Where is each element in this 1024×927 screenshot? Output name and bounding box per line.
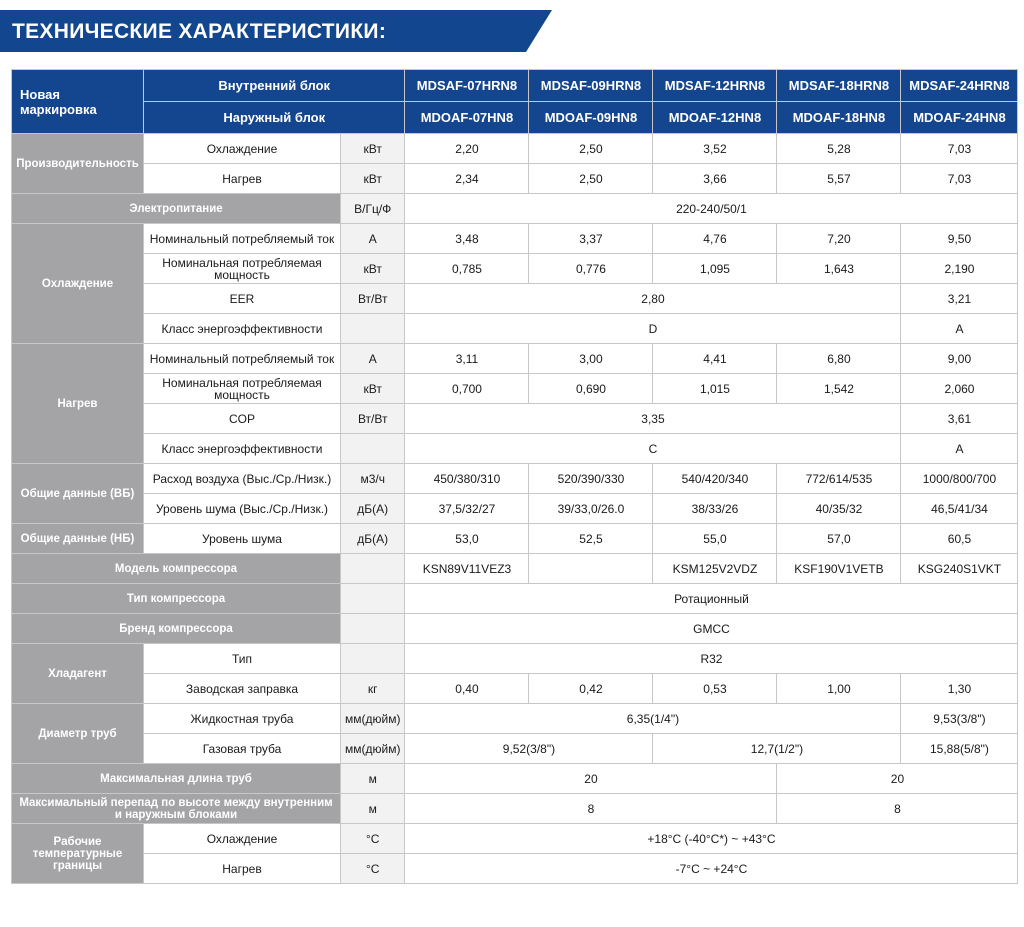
value-cell: 7,20 [777,224,901,254]
category-compressor-type: Тип компрессора [12,584,341,614]
value-cell: 9,53(3/8") [901,704,1018,734]
unit-cell: мм(дюйм) [341,734,405,764]
outdoor-model: MDOAF-18HN8 [777,102,901,134]
param-label: Класс энергоэффективности [144,434,341,464]
value-cell: 0,53 [653,674,777,704]
unit-cell: °С [341,824,405,854]
spec-table [11,69,1018,884]
value-cell: 52,5 [529,524,653,554]
table-row [12,764,1018,794]
category-temperature-limits: Рабочие температурные границы [12,824,144,884]
param-label: Газовая труба [144,734,341,764]
unit-cell: В/Гц/Ф [341,194,405,224]
unit-cell: дБ(А) [341,494,405,524]
value-cell: Ротационный [405,584,1018,614]
unit-cell: кВт [341,164,405,194]
unit-cell [341,434,405,464]
unit-cell: °С [341,854,405,884]
value-cell: 6,80 [777,344,901,374]
table-row [12,134,1018,164]
param-label: Тип [144,644,341,674]
unit-cell [341,554,405,584]
value-cell: KSM125V2VDZ [653,554,777,584]
table-row [12,404,1018,434]
param-label: Номинальный потребляемый ток [144,344,341,374]
param-label: Охлаждение [144,824,341,854]
value-cell: 2,50 [529,164,653,194]
header-row-outdoor [12,102,1018,134]
param-label: COP [144,404,341,434]
value-cell: 7,03 [901,164,1018,194]
value-cell: 2,80 [405,284,901,314]
param-label: Номинальная потребляемая мощность [144,374,341,404]
indoor-model: MDSAF-07HRN8 [405,70,529,102]
table-row [12,794,1018,824]
value-cell: 1,095 [653,254,777,284]
value-cell: 20 [777,764,1018,794]
unit-cell: мм(дюйм) [341,704,405,734]
header-row-indoor [12,70,1018,102]
value-cell: A [901,314,1018,344]
unit-cell: А [341,224,405,254]
param-label: Класс энергоэффективности [144,314,341,344]
param-label: Нагрев [144,854,341,884]
value-cell: 12,7(1/2") [653,734,901,764]
value-cell: 3,48 [405,224,529,254]
table-row [12,824,1018,854]
value-cell: 7,03 [901,134,1018,164]
value-cell: 1,00 [777,674,901,704]
category-general-indoor: Общие данные (ВБ) [12,464,144,524]
category-power-supply: Электропитание [12,194,341,224]
value-cell: 3,66 [653,164,777,194]
value-cell: C [405,434,901,464]
outdoor-model: MDOAF-12HN8 [653,102,777,134]
outdoor-model: MDOAF-24HN8 [901,102,1018,134]
value-cell: 9,00 [901,344,1018,374]
category-cooling: Охлаждение [12,224,144,344]
value-cell: 55,0 [653,524,777,554]
value-cell: 772/614/535 [777,464,901,494]
value-cell: 2,060 [901,374,1018,404]
category-max-pipe-length: Максимальная длина труб [12,764,341,794]
value-cell: 0,700 [405,374,529,404]
category-capacity: Производительность [12,134,144,194]
indoor-model: MDSAF-24HRN8 [901,70,1018,102]
value-cell: 8 [405,794,777,824]
unit-cell: кВт [341,374,405,404]
table-row [12,584,1018,614]
param-label: Расход воздуха (Выс./Ср./Низк.) [144,464,341,494]
value-cell: 5,57 [777,164,901,194]
value-cell: 6,35(1/4") [405,704,901,734]
value-cell: 20 [405,764,777,794]
value-cell: 2,50 [529,134,653,164]
value-cell: 57,0 [777,524,901,554]
value-cell: 5,28 [777,134,901,164]
unit-cell: кг [341,674,405,704]
value-cell: 38/33/26 [653,494,777,524]
category-heating: Нагрев [12,344,144,464]
unit-cell [341,314,405,344]
unit-cell: Вт/Вт [341,404,405,434]
outdoor-unit-label: Наружный блок [144,102,405,134]
value-cell: 9,50 [901,224,1018,254]
outdoor-model: MDOAF-09HN8 [529,102,653,134]
table-row [12,164,1018,194]
outdoor-model: MDOAF-07HN8 [405,102,529,134]
unit-cell: Вт/Вт [341,284,405,314]
value-cell: D [405,314,901,344]
value-cell: 9,52(3/8") [405,734,653,764]
table-row [12,224,1018,254]
unit-cell: дБ(А) [341,524,405,554]
table-row [12,194,1018,224]
category-compressor-model: Модель компрессора [12,554,341,584]
unit-cell: А [341,344,405,374]
value-cell: KSF190V1VETB [777,554,901,584]
unit-cell: м3/ч [341,464,405,494]
value-cell: 0,690 [529,374,653,404]
param-label: Охлаждение [144,134,341,164]
value-cell: 1,30 [901,674,1018,704]
param-label: Номинальная потребляемая мощность [144,254,341,284]
table-row [12,254,1018,284]
value-cell: 2,34 [405,164,529,194]
param-label: Уровень шума [144,524,341,554]
category-general-outdoor: Общие данные (НБ) [12,524,144,554]
value-cell: -7°С ~ +24°С [405,854,1018,884]
value-cell: 0,42 [529,674,653,704]
value-cell: 1,542 [777,374,901,404]
table-row [12,674,1018,704]
table-row [12,704,1018,734]
unit-cell [341,644,405,674]
table-row [12,644,1018,674]
value-cell: GMCC [405,614,1018,644]
table-row [12,344,1018,374]
table-row [12,854,1018,884]
value-cell: 4,41 [653,344,777,374]
indoor-model: MDSAF-12HRN8 [653,70,777,102]
value-cell: 450/380/310 [405,464,529,494]
unit-cell: м [341,794,405,824]
param-label: EER [144,284,341,314]
category-compressor-brand: Бренд компрессора [12,614,341,644]
value-cell: 39/33,0/26.0 [529,494,653,524]
value-cell: 3,21 [901,284,1018,314]
table-row [12,614,1018,644]
value-cell: 3,35 [405,404,901,434]
value-cell: 2,20 [405,134,529,164]
value-cell: 1,015 [653,374,777,404]
value-cell: 2,190 [901,254,1018,284]
value-cell: 4,76 [653,224,777,254]
table-row [12,434,1018,464]
indoor-model: MDSAF-09HRN8 [529,70,653,102]
value-cell: 3,52 [653,134,777,164]
page-title: ТЕХНИЧЕСКИЕ ХАРАКТЕРИСТИКИ: [12,20,387,43]
value-cell: 540/420/340 [653,464,777,494]
value-cell: 3,11 [405,344,529,374]
unit-cell: м [341,764,405,794]
param-label: Заводская заправка [144,674,341,704]
value-cell: 0,785 [405,254,529,284]
value-cell: 8 [777,794,1018,824]
category-max-height-difference: Максимальный перепад по высоте между внутренним и наружным блоками [12,794,341,824]
value-cell: 3,37 [529,224,653,254]
indoor-unit-label: Внутренний блок [144,70,405,102]
value-cell [529,554,653,584]
value-cell: 3,00 [529,344,653,374]
param-label: Уровень шума (Выс./Ср./Низк.) [144,494,341,524]
value-cell: 46,5/41/34 [901,494,1018,524]
param-label: Номинальный потребляемый ток [144,224,341,254]
value-cell: 60,5 [901,524,1018,554]
table-row [12,284,1018,314]
value-cell: R32 [405,644,1018,674]
param-label: Жидкостная труба [144,704,341,734]
unit-cell: кВт [341,134,405,164]
table-row [12,314,1018,344]
table-row [12,374,1018,404]
table-row [12,734,1018,764]
table-row [12,464,1018,494]
indoor-model: MDSAF-18HRN8 [777,70,901,102]
category-refrigerant: Хладагент [12,644,144,704]
value-cell: 37,5/32/27 [405,494,529,524]
value-cell: KSG240S1VKT [901,554,1018,584]
value-cell: 3,61 [901,404,1018,434]
param-label: Нагрев [144,164,341,194]
value-cell: 1,643 [777,254,901,284]
value-cell: 53,0 [405,524,529,554]
value-cell: 520/390/330 [529,464,653,494]
value-cell: A [901,434,1018,464]
unit-cell [341,614,405,644]
unit-cell [341,584,405,614]
table-row [12,524,1018,554]
value-cell: 40/35/32 [777,494,901,524]
value-cell: 15,88(5/8") [901,734,1018,764]
value-cell: KSN89V11VEZ3 [405,554,529,584]
value-cell: +18°С (-40°С*) ~ +43°С [405,824,1018,854]
table-row [12,554,1018,584]
category-pipe-diameter: Диаметр труб [12,704,144,764]
new-marking-label: Новая маркировка [12,70,144,134]
value-cell: 220-240/50/1 [405,194,1018,224]
unit-cell: кВт [341,254,405,284]
value-cell: 0,776 [529,254,653,284]
value-cell: 1000/800/700 [901,464,1018,494]
value-cell: 0,40 [405,674,529,704]
table-row [12,494,1018,524]
